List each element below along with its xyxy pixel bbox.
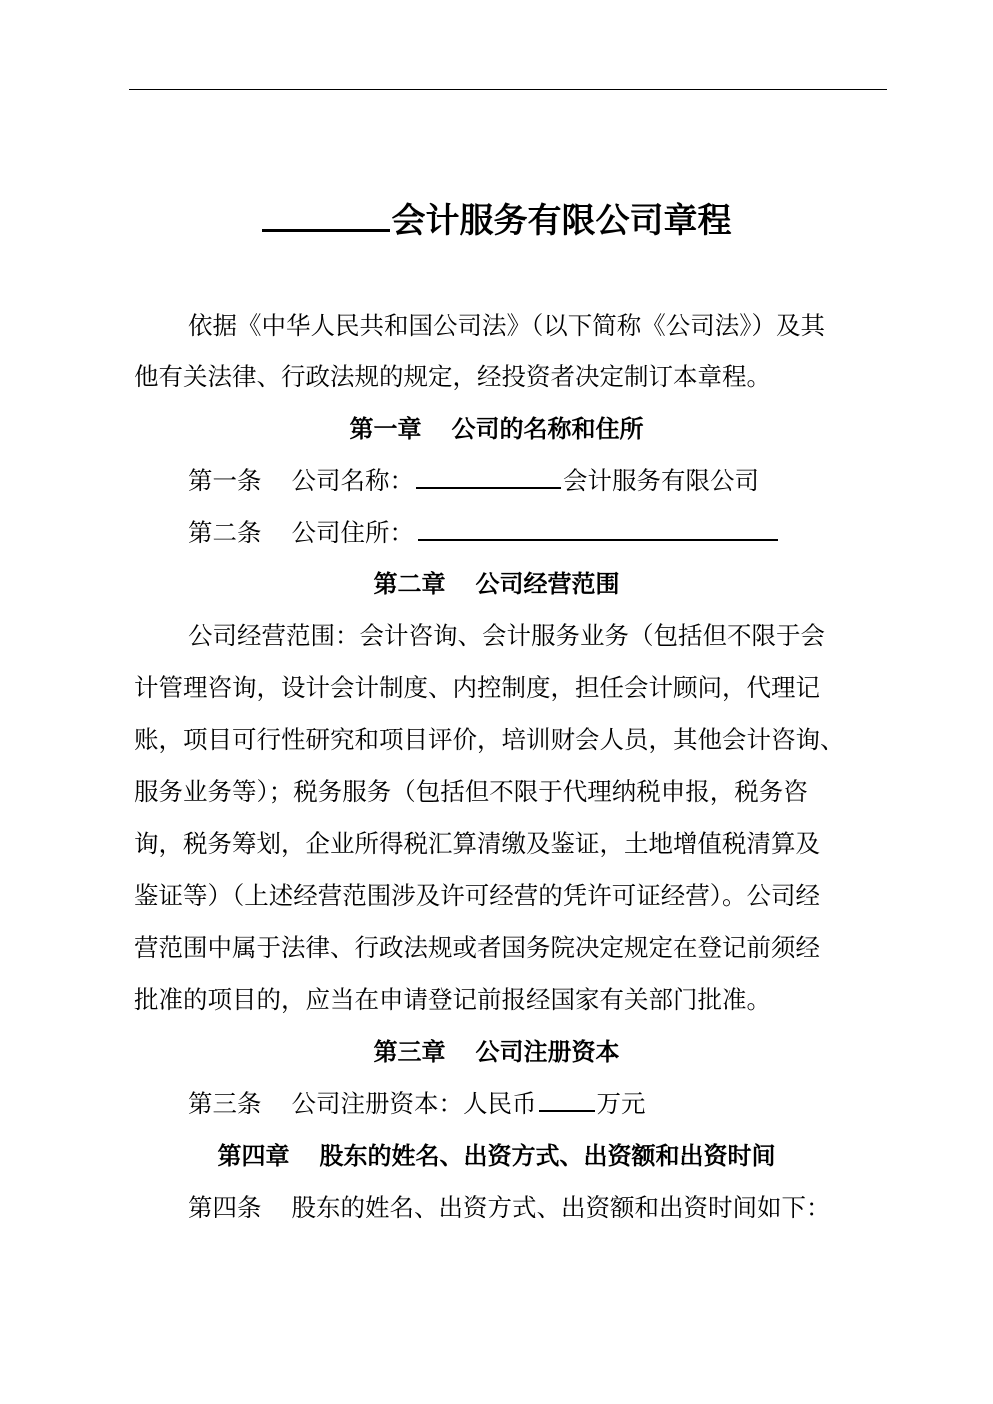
chapter-1-number: 第一章 — [349, 415, 422, 443]
scope-line-1: 公司经营范围：会计咨询、会计服务业务（包括但不限于会 — [188, 621, 825, 650]
scope-line-7: 营范围中属于法律、行政法规或者国务院决定规定在登记前须经 — [134, 933, 820, 962]
article-1-number: 第一条 — [188, 466, 262, 495]
chapter-3-title: 公司注册资本 — [475, 1038, 620, 1066]
article-3 — [188, 1086, 646, 1122]
chapter-2-title: 公司经营范围 — [475, 570, 620, 598]
title-company-name-blank — [262, 228, 390, 232]
company-name-blank — [416, 486, 561, 489]
article-1-label: 公司名称： — [291, 466, 414, 495]
scope-line-2: 计管理咨询，设计会计制度、内控制度，担任会计顾问，代理记 — [134, 673, 820, 702]
chapter-3-number: 第三章 — [373, 1038, 446, 1066]
article-3-label: 公司注册资本：人民币 — [291, 1089, 537, 1118]
scope-line-8: 批准的项目的，应当在申请登记前报经国家有关部门批准。 — [134, 985, 771, 1014]
title-text: 会计服务有限公司章程 — [391, 201, 732, 241]
document-title — [0, 196, 993, 246]
article-2-label: 公司住所： — [291, 518, 414, 547]
chapter-2-number: 第二章 — [373, 570, 446, 598]
article-4-number: 第四条 — [188, 1193, 262, 1222]
scope-line-4: 服务业务等）；税务服务（包括但不限于代理纳税申报，税务咨 — [134, 777, 808, 806]
chapter-1-heading — [0, 411, 993, 447]
chapter-4-number: 第四章 — [217, 1142, 290, 1170]
chapter-2-heading — [0, 566, 993, 602]
article-4 — [188, 1190, 831, 1226]
chapter-3-heading — [0, 1034, 993, 1070]
article-3-number: 第三条 — [188, 1089, 262, 1118]
scope-line-3: 账，项目可行性研究和项目评价，培训财会人员，其他会计咨询、 — [134, 725, 845, 754]
capital-amount-blank — [539, 1109, 595, 1112]
chapter-4-heading — [0, 1138, 993, 1174]
article-2-number: 第二条 — [188, 518, 262, 547]
intro-line-1: 依据《中华人民共和国公司法》（以下简称《公司法》）及其 — [188, 311, 825, 340]
article-2 — [188, 515, 778, 551]
article-3-unit: 万元 — [596, 1089, 646, 1118]
chapter-1-title: 公司的名称和住所 — [451, 415, 644, 443]
scope-line-5: 询，税务筹划，企业所得税汇算清缴及鉴证，土地增值税清算及 — [134, 829, 820, 858]
intro-line-2: 他有关法律、行政法规的规定，经投资者决定制订本章程。 — [134, 362, 771, 391]
article-1-suffix: 会计服务有限公司 — [563, 466, 759, 495]
article-4-text: 股东的姓名、出资方式、出资额和出资时间如下： — [291, 1193, 831, 1222]
article-1 — [188, 463, 759, 499]
header-rule — [129, 89, 887, 90]
chapter-4-title: 股东的姓名、出资方式、出资额和出资时间 — [319, 1142, 776, 1170]
company-address-blank — [418, 538, 778, 541]
scope-line-6: 鉴证等）（上述经营范围涉及许可经营的凭许可证经营）。公司经 — [134, 881, 820, 910]
